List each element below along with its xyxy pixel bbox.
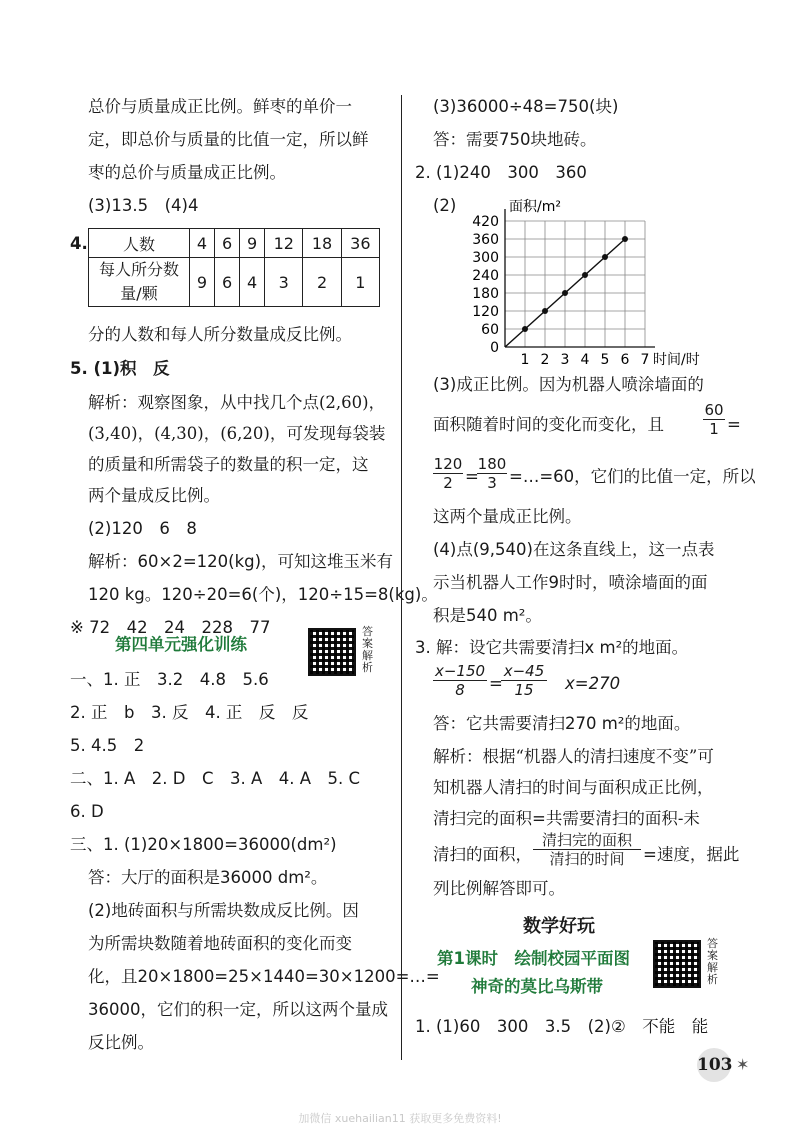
- text-line: 答：需要750块地砖。: [433, 130, 597, 149]
- text-line: (3)36000÷48=750(块): [433, 97, 619, 116]
- analysis-line: 清扫的面积，: [433, 845, 532, 864]
- y-tick-label: 180: [472, 286, 499, 302]
- fraction-denominator: 清扫的时间: [533, 849, 641, 868]
- analysis-line: 解析：根据“机器人的清扫速度不变”可: [433, 747, 714, 766]
- table-cell: 6: [215, 258, 240, 307]
- text-line: (3)13.5 (4)4: [88, 196, 199, 215]
- watermark: 加微信 xuehailian11 获取更多免费资料!: [298, 1112, 502, 1125]
- lesson-subtitle: 神奇的莫比乌斯带: [471, 977, 603, 996]
- table-cell: 3: [265, 258, 303, 307]
- table-row: [89, 258, 380, 307]
- text-line: 化，且20×1800=25×1440=30×1200=…=: [88, 967, 440, 986]
- x-tick-label: 7: [640, 352, 650, 368]
- qr-code[interactable]: [308, 628, 356, 676]
- table-cell: 9: [190, 258, 215, 307]
- table-cell: 4: [240, 258, 265, 307]
- ratio-table: [88, 228, 380, 307]
- x-tick-label: 2: [540, 352, 550, 368]
- x-tick-label: 5: [600, 352, 610, 368]
- star-icon: ✶: [736, 1055, 750, 1074]
- data-point: [562, 290, 568, 296]
- text-line: 2. (1)240 300 360: [415, 163, 587, 182]
- table-cell: 2: [303, 258, 341, 307]
- text-line: (2)120 6 8: [88, 519, 197, 538]
- fraction: [703, 401, 725, 438]
- table-cell: 9: [240, 229, 265, 258]
- origin-label: 0: [490, 340, 499, 356]
- table-row-label: 每人所分数量/颗: [89, 258, 190, 307]
- text-line: (3)成正比例。因为机器人喷涂墙面的: [433, 375, 704, 394]
- qr-label: 答案解析: [362, 625, 373, 674]
- text-line: 一、1. 正 3.2 4.8 5.6: [70, 670, 269, 689]
- text-line: 定，即总价与质量的比值一定，所以鲜: [88, 130, 369, 149]
- section-title: 数学好玩: [523, 916, 595, 937]
- text-line: 6. D: [70, 802, 104, 821]
- text-line: 二、1. A 2. D C 3. A 4. A 5. C: [70, 769, 361, 788]
- text-line: 2. 正 b 3. 反 4. 正 反 反: [70, 703, 309, 722]
- text-line: (2)地砖面积与所需块数成反比例。因: [88, 901, 359, 920]
- table-cell: 4: [190, 229, 215, 258]
- analysis-line: 解析：观察图象，从中找几个点(2,60)，: [88, 393, 386, 412]
- data-point: [622, 236, 628, 242]
- y-tick-label: 60: [481, 322, 499, 338]
- text-line: 答：大厅的面积是36000 dm²。: [88, 868, 328, 887]
- text-line: 5. 4.5 2: [70, 736, 145, 755]
- text-line: 这两个量成正比例。: [433, 507, 582, 526]
- y-tick-label: 120: [472, 304, 499, 320]
- fraction-denominator: 1: [703, 419, 725, 438]
- fraction: [501, 662, 547, 699]
- fraction-numerator: x−150: [434, 662, 486, 680]
- text-line: 总价与质量成正比例。鲜枣的单价一: [88, 97, 352, 116]
- text-line: 答：它共需要清扫270 m²的地面。: [433, 714, 691, 733]
- qr-label: 答案解析: [707, 937, 718, 986]
- data-point: [522, 326, 528, 332]
- data-point: [602, 254, 608, 260]
- analysis-line: =速度，据此: [643, 845, 740, 864]
- y-tick-label: 300: [472, 250, 499, 266]
- table-cell: 6: [215, 229, 240, 258]
- x-tick-label: 1: [520, 352, 530, 368]
- table-cell: 18: [303, 229, 341, 258]
- text-line: 积是540 m²。: [433, 606, 542, 625]
- fraction: [433, 662, 487, 699]
- analysis-line: (3,40)，(4,30)，(6,20)，可发现每袋装: [88, 424, 386, 443]
- analysis-line: 知机器人清扫的时间与面积成正比例，: [433, 778, 714, 797]
- column-divider: [401, 95, 402, 1060]
- text-line: 面积随着时间的变化而变化，且: [433, 415, 664, 434]
- analysis-line: 120 kg。120÷20=6(个)，120÷15=8(kg)。: [88, 585, 438, 604]
- section-title: 第四单元强化训练: [115, 635, 247, 654]
- fraction-numerator: 180: [477, 455, 507, 473]
- fraction-denominator: 2: [433, 473, 463, 492]
- analysis-line: 列比例解答即可。: [433, 879, 565, 898]
- fraction-denominator: 15: [501, 680, 547, 699]
- fraction-numerator: x−45: [503, 662, 545, 680]
- text-line: ※ 72 42 24 228 77: [70, 618, 271, 637]
- text-line: 36000，它们的积一定，所以这两个量成: [88, 1000, 388, 1019]
- fraction-numerator: 60: [704, 401, 724, 419]
- question-number: 4.: [70, 234, 88, 253]
- analysis-line: 清扫完的面积=共需要清扫的面积-未: [433, 809, 700, 828]
- y-tick-label: 240: [472, 268, 499, 284]
- text-line: 反比例。: [88, 1033, 154, 1052]
- text-line: 分的人数和每人所分数量成反比例。: [88, 325, 352, 344]
- analysis-line: 的质量和所需袋子的数量的积一定，这: [88, 455, 369, 474]
- data-point: [542, 308, 548, 314]
- area-time-chart: [455, 195, 755, 375]
- text-line: (2): [433, 196, 457, 215]
- qr-code[interactable]: [653, 940, 701, 988]
- text-line: 5. (1)积 反: [70, 359, 170, 378]
- equals-sign: =: [727, 415, 741, 434]
- analysis-line: 解析：60×2=120(kg)，可知这堆玉米有: [88, 552, 394, 571]
- page-number: 103: [697, 1048, 731, 1082]
- table-cell: 36: [341, 229, 379, 258]
- analysis-line: 两个量成反比例。: [88, 486, 220, 505]
- text-line: 枣的总价与质量成正比例。: [88, 163, 286, 182]
- fraction-numerator: 120: [433, 455, 463, 473]
- table-cell: 12: [265, 229, 303, 258]
- data-point: [582, 272, 588, 278]
- text-line: 1. (1)60 300 3.5 (2)② 不能 能: [415, 1017, 709, 1036]
- fraction: [533, 831, 641, 868]
- table-cell: 1: [341, 258, 379, 307]
- x-axis-label: 时间/时: [653, 352, 700, 368]
- text-line: 为所需块数随着地砖面积的变化而变: [88, 934, 352, 953]
- table-row-label: 人数: [89, 229, 190, 258]
- text-line: =…=60，它们的比值一定，所以: [509, 467, 756, 486]
- y-tick-label: 420: [472, 214, 499, 230]
- x-tick-label: 4: [580, 352, 590, 368]
- text-line: x=270: [565, 674, 621, 693]
- x-tick-label: 6: [620, 352, 630, 368]
- text-line: 示当机器人工作9时时，喷涂墙面的面: [433, 573, 708, 592]
- lesson-title: 第1课时 绘制校园平面图: [437, 949, 630, 968]
- fraction-denominator: 3: [477, 473, 507, 492]
- fraction: [433, 455, 463, 492]
- fraction-denominator: 8: [433, 680, 487, 699]
- text-line: 3. 解：设它共需要清扫x m²的地面。: [415, 638, 689, 657]
- table-row: [89, 229, 380, 258]
- fraction-numerator: 清扫完的面积: [541, 831, 632, 849]
- text-line: 三、1. (1)20×1800=36000(dm²): [70, 835, 337, 854]
- x-tick-label: 3: [560, 352, 570, 368]
- y-axis-label: 面积/m²: [509, 199, 561, 215]
- y-tick-label: 360: [472, 232, 499, 248]
- text-line: (4)点(9,540)在这条直线上，这一点表: [433, 540, 715, 559]
- fraction: [477, 455, 507, 492]
